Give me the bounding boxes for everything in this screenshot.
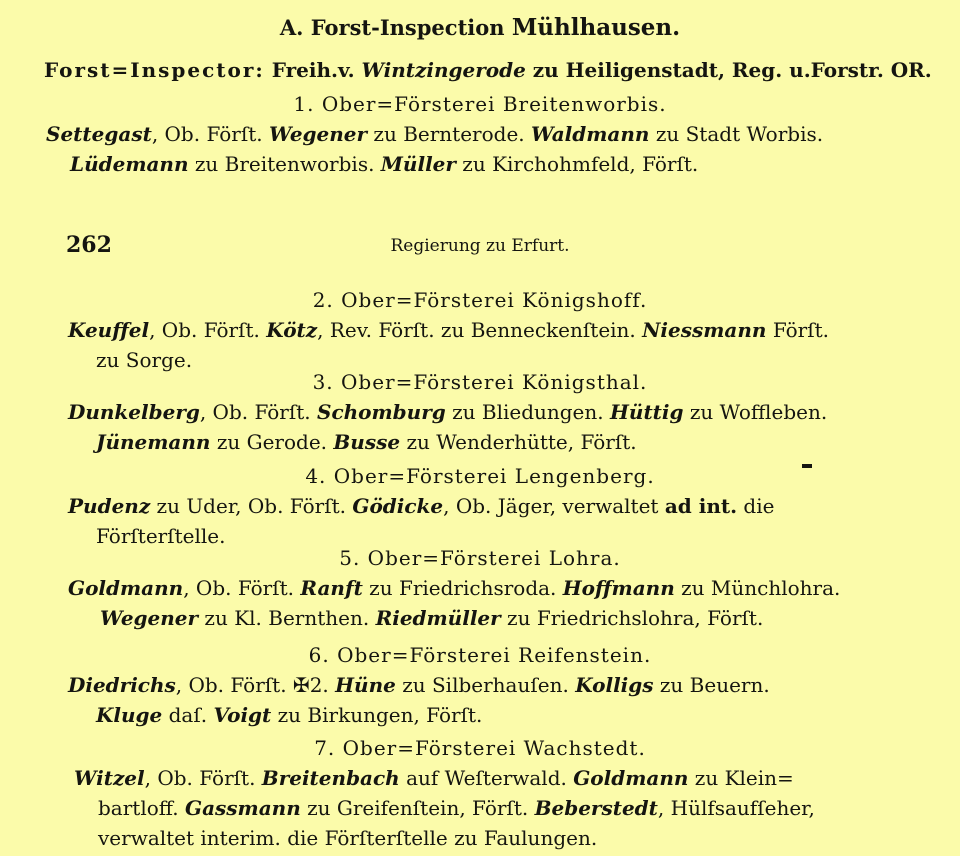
person-name: Gassmann — [184, 796, 301, 820]
entry-text: zu Friedrichslohra, Förſt. — [500, 606, 764, 630]
entry-text: zu Bliedungen. — [445, 400, 610, 424]
entry-text: zu Bernterode. — [367, 122, 531, 146]
entry-text: zu Münchlohra. — [674, 576, 841, 600]
entry-text: , Ob. Jäger, verwaltet — [443, 494, 665, 518]
entry-text: verwaltet interim. die Förſterſtelle zu Faulungen. — [98, 826, 598, 850]
running-head: Regierung zu Erfurt. — [390, 236, 570, 256]
entry-text: , Rev. Förſt. zu Benneckenſtein. — [317, 318, 643, 342]
entry-text: , Ob. Förſt. — [149, 318, 267, 342]
person-name: Ranft — [300, 576, 363, 600]
person-name: Jünemann — [96, 430, 211, 454]
subsection-title: 2. Ober=Försterei Königshoff. — [312, 288, 648, 312]
subsection-1-line-1 — [46, 120, 823, 148]
entry-text: , Ob. Förſt. ✠2. — [175, 673, 336, 697]
subsection-entry-line — [98, 824, 597, 852]
entry-text: bartloff. — [98, 796, 185, 820]
person-name: Müller — [380, 152, 456, 176]
subsection-entry-line — [74, 764, 794, 792]
entry-text: , Hülfsaufſeher, — [657, 796, 815, 820]
person-name: Pudenz — [68, 494, 151, 518]
subsection-entry-line — [96, 428, 637, 456]
subsection-title: 5. Ober=Försterei Lohra. — [339, 546, 621, 570]
entry-text: , Ob. Förſt. — [144, 766, 262, 790]
entry-text: auf Weſterwald. — [399, 766, 574, 790]
entry-text: zu Sorge. — [96, 348, 193, 372]
person-name: Beberstedt — [534, 796, 658, 820]
entry-text: zu Friedrichsroda. — [362, 576, 563, 600]
person-name: Breitenbach — [261, 766, 400, 790]
person-name: Hoffmann — [562, 576, 675, 600]
person-name: Kötz — [266, 318, 318, 342]
entry-text: zu Uder, Ob. Förſt. — [150, 494, 353, 518]
subsection-entry-line — [68, 671, 770, 699]
person-name: Settegast — [46, 122, 152, 146]
inspector-rest: zu Heiligenstadt, Reg. u.Forstr. OR. — [532, 58, 932, 82]
person-name: Dunkelberg — [68, 400, 200, 424]
entry-text: zu Breitenworbis. — [188, 152, 381, 176]
person-name: Waldmann — [531, 122, 650, 146]
person-name: Niessmann — [642, 318, 767, 342]
entry-text: zu Stadt Worbis. — [649, 122, 824, 146]
person-name: Schomburg — [317, 400, 446, 424]
subsection-title: 6. Ober=Försterei Reifenstein. — [308, 643, 652, 667]
subsection-entry-line — [98, 794, 815, 822]
person-name: Diedrichs — [68, 673, 176, 697]
subsection-entry-line — [68, 492, 774, 520]
entry-text: zu Woffleben. — [683, 400, 828, 424]
entry-text: zu Wenderhütte, Förſt. — [400, 430, 637, 454]
person-name: Wegener — [268, 122, 368, 146]
person-name: Voigt — [213, 703, 272, 727]
inspection-heading-prefix: A. Forst-Inspection — [279, 15, 505, 40]
subsection-title: 7. Ober=Försterei Wachstedt. — [314, 736, 646, 760]
inspection-heading-place: Mühlhausen. — [511, 14, 681, 41]
subsection-title: 4. Ober=Försterei Lengenberg. — [305, 464, 655, 488]
entry-text: , Ob. Förſt. — [199, 400, 318, 424]
person-name: Wegener — [100, 606, 199, 630]
subsection-entry-line — [68, 316, 829, 344]
entry-text: zu Beuern. — [653, 673, 770, 697]
entry-text: ad int. — [664, 494, 738, 518]
entry-text: zu Klein= — [688, 766, 794, 790]
page-number: 262 — [66, 232, 112, 258]
subsection-entry-line — [68, 574, 840, 602]
entry-text: zu Kirchohmfeld, Förſt. — [455, 152, 699, 176]
entry-text: , Ob. Förſt. — [151, 122, 269, 146]
subsection-1-line-2 — [70, 150, 698, 178]
person-name: Busse — [333, 430, 401, 454]
person-name: Hüne — [335, 673, 396, 697]
entry-text: die — [737, 494, 775, 518]
entry-text: Förſterſtelle. — [96, 524, 226, 548]
person-name: Witzel — [74, 766, 145, 790]
entry-text: , Ob. Förſt. — [183, 576, 301, 600]
inspection-heading — [0, 14, 960, 42]
person-name: Riedmüller — [375, 606, 501, 630]
subsection-entry-line — [96, 701, 482, 729]
person-name: Keuffel — [68, 318, 150, 342]
person-name: Kolligs — [575, 673, 654, 697]
printer-ornament — [802, 464, 812, 468]
person-name: Lüdemann — [70, 152, 189, 176]
inspector-label: Forst=Inspector: — [44, 58, 265, 82]
entry-text: zu Gerode. — [210, 430, 334, 454]
person-name: Kluge — [96, 703, 163, 727]
inspector-line — [44, 56, 932, 84]
subsection-1-title: 1. Ober=Försterei Breitenworbis. — [293, 92, 667, 116]
person-name: Goldmann — [573, 766, 689, 790]
person-name: Goldmann — [68, 576, 184, 600]
person-name: Hüttig — [610, 400, 684, 424]
subsection-entry-line — [100, 604, 763, 632]
subsection-title: 3. Ober=Försterei Königsthal. — [312, 370, 648, 394]
subsection-entry-line — [68, 398, 827, 426]
entry-text: zu Birkungen, Förſt. — [271, 703, 483, 727]
entry-text: zu Greifenſtein, Förſt. — [300, 796, 535, 820]
entry-text: zu Kl. Bernthen. — [198, 606, 376, 630]
entry-text: zu Silberhauſen. — [395, 673, 576, 697]
entry-text: daſ. — [162, 703, 214, 727]
inspector-name: Wintzingerode — [361, 58, 526, 82]
entry-text: Förſt. — [766, 318, 830, 342]
person-name: Gödicke — [352, 494, 444, 518]
inspector-title: Freih.v. — [271, 58, 355, 82]
